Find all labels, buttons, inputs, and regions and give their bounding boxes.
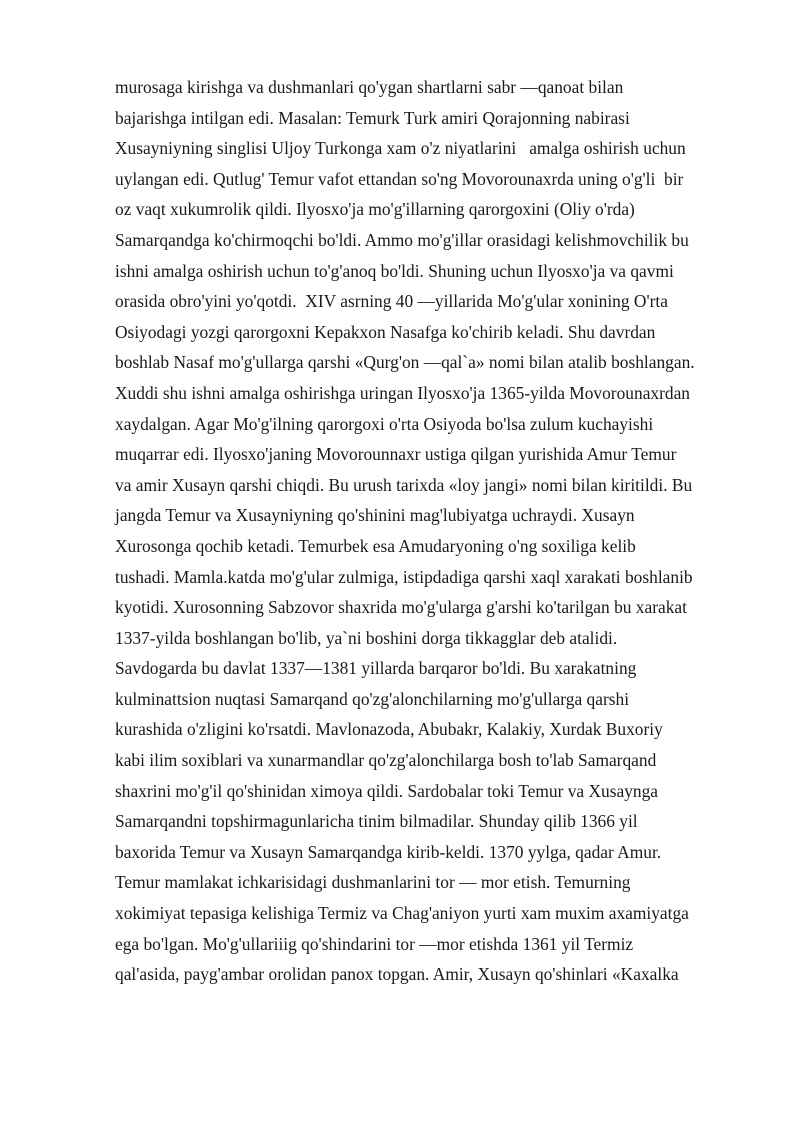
- text-line: Xurosonga qochib ketadi. Temurbek esa Amudaryoning o'ng soxiliga kelib: [115, 535, 636, 556]
- text-line: boshlab Nasaf mo'g'ullarga qarshi «Qurg'on —qal`a» nomi bilan atalib boshlangan.: [115, 352, 695, 373]
- text-line: va amir Xusayn qarshi chiqdi. Bu urush tarixda «loy jangi» nomi bilan kiritildi. Bu: [115, 474, 693, 495]
- text-line: shaxrini mo'g'il qo'shinidan ximoya qildi. Sardobalar toki Temur va Xusaynga: [115, 780, 659, 801]
- text-line: kurashida o'zligini ko'rsatdi. Mavlonazoda, Abubakr, Kalakiy, Xurdak Buxoriy: [115, 719, 663, 740]
- text-line: Savdogarda bu davlat 1337—1381 yillarda barqaror bo'ldi. Bu xarakatning: [115, 658, 637, 679]
- text-line: muqarrar edi. Ilyosxo'janing Movorounnaxr ustiga qilgan yurishida Amur Temur: [115, 444, 677, 465]
- text-line: murosaga kirishga va dushmanlari qo'ygan shartlarni sabr —qanoat bilan: [115, 77, 624, 97]
- text-line: Osiyodagi yozgi qarorgoxni Kepakxon Nasafga ko'chirib keladi. Shu davrdan: [115, 321, 656, 342]
- text-line: kabi ilim soxiblari va xunarmandlar qo'zg'alonchilarga bosh to'lab Samarqand: [115, 750, 657, 771]
- text-line: orasida obro'yini yo'qotdi. XIV asrning 40 —yillarida Mo'g'ular xonining O'rta: [115, 291, 668, 312]
- text-line: kyotidi. Xurosonning Sabzovor shaxrida mo'g'ularga g'arshi ko'tarilgan bu xarakat: [115, 597, 687, 618]
- text-line: Temur mamlakat ichkarisidagi dushmanlarini tor — mor etish. Temurning: [115, 872, 631, 893]
- text-line: qal'asida, payg'ambar orolidan panox topgan. Amir, Xusayn qo'shinlari «Kaxalka: [115, 964, 679, 985]
- text-line: ega bo'lgan. Mo'g'ullariiig qo'shindarini tor —mor etishda 1361 yil Termiz: [115, 933, 634, 954]
- text-line: kulminattsion nuqtasi Samarqand qo'zg'alonchilarning mo'g'ullarga qarshi: [115, 688, 630, 709]
- text-line: jangda Temur va Xusayniyning qo'shinini mag'lubiyatga uchraydi. Xusayn: [115, 505, 635, 526]
- body-text: [115, 72, 755, 990]
- text-line: xaydalgan. Agar Mo'g'ilning qarorgoxi o'rta Osiyoda bo'lsa zulum kuchayishi: [115, 413, 654, 434]
- text-line: 1337-yilda boshlangan bo'lib, ya`ni boshini dorga tikkagglar deb atalidi.: [115, 627, 618, 648]
- text-line: oz vaqt xukumrolik qildi. Ilyosxo'ja mo'g'illarning qarorgoxini (Oliy o'rda): [115, 199, 635, 220]
- text-line: Xusayniyning singlisi Uljoy Turkonga xam o'z niyatlarini amalga oshirish uchun: [115, 138, 686, 159]
- text-line: Samarqandni topshirmagunlaricha tinim bilmadilar. Shunday qilib 1366 yil: [115, 811, 638, 832]
- text-line: Samarqandga ko'chirmoqchi bo'ldi. Ammo mo'g'illar orasidagi kelishmovchilik bu: [115, 229, 689, 250]
- text-line: bajarishga intilgan edi. Masalan: Temurk Turk amiri Qorajonning nabirasi: [115, 107, 630, 128]
- text-line: Xuddi shu ishni amalga oshirishga uringan Ilyosxo'ja 1365-yilda Movorounaxrdan: [115, 382, 691, 403]
- text-line: tushadi. Mamla.katda mo'g'ular zulmiga, istipdadiga qarshi xaql xarakati boshlanib: [115, 566, 693, 587]
- text-line: uylangan edi. Qutlug' Temur vafot ettandan so'ng Movorounaxrda uning o'g'li bir: [115, 168, 684, 189]
- text-line: xokimiyat tepasiga kelishiga Termiz va Chag'aniyon yurti xam muxim axamiyatga: [115, 903, 689, 924]
- text-line: ishni amalga oshirish uchun to'g'anoq bo'ldi. Shuning uchun Ilyosxo'ja va qavmi: [115, 260, 674, 281]
- text-line: baxorida Temur va Xusayn Samarqandga kirib-keldi. 1370 yylga, qadar Amur.: [115, 841, 662, 862]
